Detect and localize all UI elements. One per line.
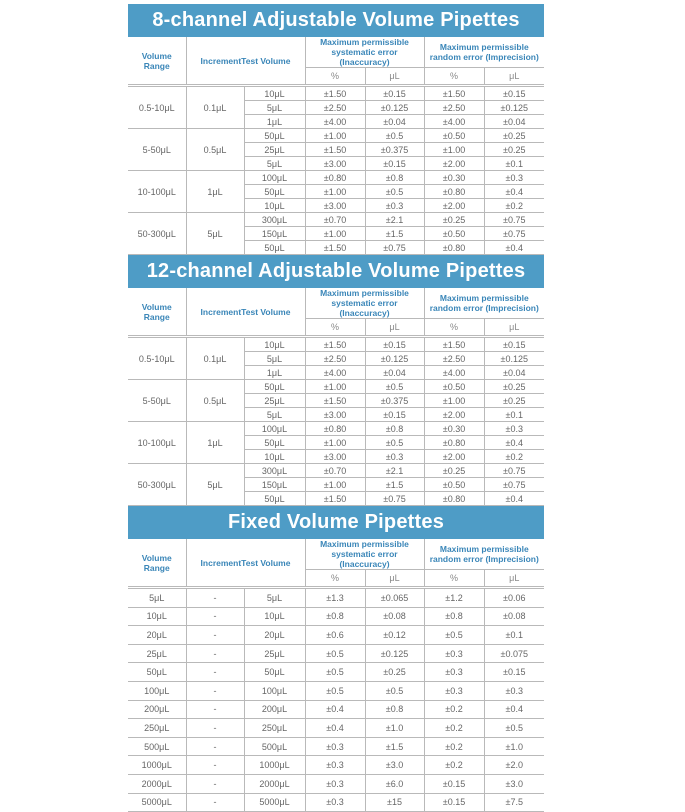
table-cell: 100μL bbox=[244, 422, 305, 436]
table-cell: μL bbox=[484, 319, 544, 336]
header-volume-range: Volume Range bbox=[128, 37, 186, 85]
table-cell: ±0.3 bbox=[424, 663, 484, 682]
header-random: Maximum permissible random error (Imprecision) bbox=[424, 539, 544, 570]
table-cell: ±1.00 bbox=[424, 394, 484, 408]
table-cell: ±0.3 bbox=[484, 681, 544, 700]
table-cell: ±0.3 bbox=[365, 450, 424, 464]
table-cell: ±6.0 bbox=[365, 774, 424, 793]
table-cell: ±0.3 bbox=[424, 681, 484, 700]
table-cell: ±0.5 bbox=[305, 681, 365, 700]
table-cell: 50-300μL bbox=[128, 464, 186, 506]
table-cell: ±0.75 bbox=[484, 227, 544, 241]
table-cell: ±4.00 bbox=[424, 115, 484, 129]
table-cell: ±0.50 bbox=[424, 129, 484, 143]
table-cell: ±0.8 bbox=[365, 700, 424, 719]
table-cell: ±0.75 bbox=[365, 241, 424, 255]
section-fixed-volume bbox=[128, 506, 544, 812]
header-row bbox=[128, 37, 544, 68]
table-cell: μL bbox=[365, 570, 424, 587]
table-row bbox=[128, 129, 544, 143]
table-cell: ±0.8 bbox=[305, 607, 365, 626]
table-cell: ±0.4 bbox=[305, 719, 365, 738]
table-cell: 10-100μL bbox=[128, 171, 186, 213]
header-random: Maximum permissible random error (Imprecision) bbox=[424, 288, 544, 319]
table-cell: ±0.80 bbox=[424, 436, 484, 450]
table-cell: 1000μL bbox=[244, 756, 305, 775]
table-cell: ±0.80 bbox=[305, 422, 365, 436]
table-cell: 5μL bbox=[244, 352, 305, 366]
table-cell: ±0.3 bbox=[484, 422, 544, 436]
table-row bbox=[128, 464, 544, 478]
table-cell: ±3.00 bbox=[305, 450, 365, 464]
table-cell: 10μL bbox=[244, 607, 305, 626]
table-cell: % bbox=[424, 570, 484, 587]
table-cell: ±4.00 bbox=[305, 366, 365, 380]
table-cell: 25μL bbox=[244, 143, 305, 157]
table-cell: 1μL bbox=[186, 422, 244, 464]
table-cell: ±0.1 bbox=[484, 408, 544, 422]
table-cell: ±0.06 bbox=[484, 589, 544, 608]
table-cell: ±0.2 bbox=[424, 756, 484, 775]
header-increment: Increment bbox=[200, 557, 242, 568]
table-cell: ±0.04 bbox=[484, 115, 544, 129]
table-cell: ±2.0 bbox=[484, 756, 544, 775]
table-cell: ±1.5 bbox=[365, 478, 424, 492]
table-cell: ±3.00 bbox=[305, 199, 365, 213]
table-cell: ±0.5 bbox=[305, 663, 365, 682]
spec-table bbox=[128, 37, 544, 255]
table-cell: ±3.00 bbox=[305, 408, 365, 422]
table-cell: ±1.0 bbox=[484, 737, 544, 756]
table-cell: 10μL bbox=[244, 87, 305, 101]
header-test-volume: Test Volume bbox=[241, 55, 291, 66]
table-cell: ±0.125 bbox=[484, 352, 544, 366]
table-cell: 100μL bbox=[244, 171, 305, 185]
header-volume-range: Volume Range bbox=[128, 288, 186, 336]
table-cell: ±4.00 bbox=[305, 115, 365, 129]
table-cell: - bbox=[186, 793, 244, 812]
table-cell: ±0.5 bbox=[365, 436, 424, 450]
table-cell: ±2.50 bbox=[305, 101, 365, 115]
spec-table bbox=[128, 539, 544, 812]
table-cell: 300μL bbox=[244, 464, 305, 478]
table-cell: 1μL bbox=[244, 115, 305, 129]
table-cell: 50μL bbox=[244, 663, 305, 682]
table-cell: ±2.00 bbox=[424, 199, 484, 213]
header-increment-test-volume bbox=[186, 37, 305, 85]
table-cell: ±2.1 bbox=[365, 464, 424, 478]
table-cell: ±2.50 bbox=[305, 352, 365, 366]
table-cell: 50μL bbox=[244, 185, 305, 199]
table-cell: ±0.3 bbox=[305, 793, 365, 812]
table-cell: ±0.15 bbox=[424, 793, 484, 812]
table-cell: ±0.5 bbox=[424, 626, 484, 645]
header-test-volume: Test Volume bbox=[241, 557, 291, 568]
table-cell: ±0.25 bbox=[424, 213, 484, 227]
header-volume-range: Volume Range bbox=[128, 539, 186, 587]
table-cell: - bbox=[186, 607, 244, 626]
table-cell: ±0.5 bbox=[365, 681, 424, 700]
table-cell: ±0.04 bbox=[365, 366, 424, 380]
table-cell: ±0.75 bbox=[484, 478, 544, 492]
table-cell: ±0.25 bbox=[484, 143, 544, 157]
table-cell: ±0.4 bbox=[484, 700, 544, 719]
table-cell: ±0.04 bbox=[484, 366, 544, 380]
spec-table bbox=[128, 288, 544, 506]
table-cell: ±2.00 bbox=[424, 450, 484, 464]
table-cell: 10-100μL bbox=[128, 422, 186, 464]
table-cell: 100μL bbox=[244, 681, 305, 700]
table-cell: ±0.3 bbox=[365, 199, 424, 213]
table-cell: ±1.50 bbox=[424, 338, 484, 352]
table-row bbox=[128, 700, 544, 719]
table-cell: ±3.0 bbox=[484, 774, 544, 793]
table-cell: ±2.50 bbox=[424, 352, 484, 366]
table-cell: ±1.50 bbox=[305, 87, 365, 101]
table-cell: 0.5-10μL bbox=[128, 87, 186, 129]
table-row bbox=[128, 756, 544, 775]
table-cell: 0.5μL bbox=[186, 380, 244, 422]
table-row bbox=[128, 338, 544, 352]
table-cell: ±0.125 bbox=[365, 644, 424, 663]
table-cell: 2000μL bbox=[128, 774, 186, 793]
table-cell: 5000μL bbox=[128, 793, 186, 812]
table-cell: ±0.5 bbox=[365, 185, 424, 199]
table-cell: 0.5-10μL bbox=[128, 338, 186, 380]
table-cell: % bbox=[305, 68, 365, 85]
table-cell: 0.5μL bbox=[186, 129, 244, 171]
table-cell: ±0.3 bbox=[305, 737, 365, 756]
table-cell: ±0.08 bbox=[484, 607, 544, 626]
table-cell: 500μL bbox=[244, 737, 305, 756]
table-row bbox=[128, 644, 544, 663]
table-cell: ±0.6 bbox=[305, 626, 365, 645]
table-cell: ±0.8 bbox=[365, 171, 424, 185]
table-cell: ±0.80 bbox=[305, 171, 365, 185]
table-cell: ±4.00 bbox=[424, 366, 484, 380]
table-cell: % bbox=[424, 319, 484, 336]
table-cell: 1000μL bbox=[128, 756, 186, 775]
header-systematic: Maximum permissible systematic error (Inaccuracy) bbox=[305, 539, 424, 570]
table-cell: ±0.4 bbox=[305, 700, 365, 719]
table-cell: ±2.1 bbox=[365, 213, 424, 227]
table-cell: 5μL bbox=[244, 157, 305, 171]
table-cell: ±0.04 bbox=[365, 115, 424, 129]
table-cell: ±1.50 bbox=[305, 394, 365, 408]
table-cell: 5μL bbox=[128, 589, 186, 608]
table-cell: ±0.8 bbox=[424, 607, 484, 626]
table-cell: - bbox=[186, 589, 244, 608]
section-title: 12-channel Adjustable Volume Pipettes bbox=[128, 255, 544, 288]
table-cell: ±3.00 bbox=[305, 157, 365, 171]
table-cell: ±0.125 bbox=[484, 101, 544, 115]
table-cell: ±0.2 bbox=[424, 737, 484, 756]
table-cell: ±1.00 bbox=[424, 143, 484, 157]
table-cell: ±0.12 bbox=[365, 626, 424, 645]
table-cell: ±0.4 bbox=[484, 436, 544, 450]
table-cell: ±0.15 bbox=[365, 408, 424, 422]
table-cell: ±0.3 bbox=[484, 171, 544, 185]
table-cell: - bbox=[186, 626, 244, 645]
section-title: Fixed Volume Pipettes bbox=[128, 506, 544, 539]
table-cell: 5-50μL bbox=[128, 129, 186, 171]
table-cell: ±0.15 bbox=[484, 663, 544, 682]
table-cell: 150μL bbox=[244, 478, 305, 492]
table-cell: 25μL bbox=[244, 394, 305, 408]
table-row bbox=[128, 737, 544, 756]
table-cell: ±1.2 bbox=[424, 589, 484, 608]
table-cell: ±0.5 bbox=[484, 719, 544, 738]
table-cell: ±0.30 bbox=[424, 171, 484, 185]
table-row bbox=[128, 87, 544, 101]
header-increment-test-volume bbox=[186, 288, 305, 336]
table-cell: ±1.50 bbox=[305, 143, 365, 157]
table-cell: ±1.50 bbox=[305, 241, 365, 255]
table-cell: ±0.25 bbox=[424, 464, 484, 478]
table-cell: - bbox=[186, 700, 244, 719]
table-cell: 50μL bbox=[244, 492, 305, 506]
table-cell: ±0.8 bbox=[365, 422, 424, 436]
table-cell: ±0.50 bbox=[424, 380, 484, 394]
table-cell: ±0.5 bbox=[305, 644, 365, 663]
header-row bbox=[128, 288, 544, 319]
table-cell: 50-300μL bbox=[128, 213, 186, 255]
table-cell: ±0.2 bbox=[484, 199, 544, 213]
table-row bbox=[128, 607, 544, 626]
table-cell: ±1.50 bbox=[305, 492, 365, 506]
table-cell: ±1.3 bbox=[305, 589, 365, 608]
table-cell: ±0.375 bbox=[365, 394, 424, 408]
table-cell: ±0.25 bbox=[365, 663, 424, 682]
header-increment: Increment bbox=[200, 306, 242, 317]
table-cell: ±2.00 bbox=[424, 157, 484, 171]
table-cell: 20μL bbox=[244, 626, 305, 645]
table-cell: ±1.00 bbox=[305, 227, 365, 241]
table-cell: ±3.0 bbox=[365, 756, 424, 775]
table-cell: ±1.00 bbox=[305, 129, 365, 143]
table-row bbox=[128, 213, 544, 227]
table-cell: ±15 bbox=[365, 793, 424, 812]
table-cell: ±1.50 bbox=[424, 87, 484, 101]
table-cell: ±0.2 bbox=[424, 719, 484, 738]
table-row bbox=[128, 663, 544, 682]
header-random: Maximum permissible random error (Imprecision) bbox=[424, 37, 544, 68]
table-cell: 250μL bbox=[128, 719, 186, 738]
section-8-channel bbox=[128, 4, 544, 255]
table-cell: 10μL bbox=[244, 338, 305, 352]
table-cell: 5μL bbox=[186, 213, 244, 255]
table-cell: 1μL bbox=[186, 171, 244, 213]
table-cell: 50μL bbox=[244, 129, 305, 143]
table-cell: ±1.00 bbox=[305, 436, 365, 450]
table-cell: ±0.25 bbox=[484, 380, 544, 394]
table-cell: ±1.00 bbox=[305, 380, 365, 394]
table-cell: 5μL bbox=[186, 464, 244, 506]
table-cell: ±0.75 bbox=[365, 492, 424, 506]
table-cell: ±1.00 bbox=[305, 478, 365, 492]
table-cell: ±0.75 bbox=[484, 464, 544, 478]
table-cell: - bbox=[186, 644, 244, 663]
table-cell: ±0.70 bbox=[305, 464, 365, 478]
header-increment: Increment bbox=[200, 55, 242, 66]
table-cell: ±0.5 bbox=[365, 129, 424, 143]
table-cell: ±1.50 bbox=[305, 338, 365, 352]
table-cell: μL bbox=[484, 68, 544, 85]
table-row bbox=[128, 626, 544, 645]
table-cell: 100μL bbox=[128, 681, 186, 700]
table-cell: ±0.125 bbox=[365, 101, 424, 115]
table-row bbox=[128, 681, 544, 700]
table-cell: ±0.15 bbox=[365, 338, 424, 352]
table-row bbox=[128, 793, 544, 812]
table-cell: ±0.4 bbox=[484, 492, 544, 506]
pipette-spec-sheet bbox=[128, 4, 544, 812]
table-cell: ±0.15 bbox=[484, 87, 544, 101]
table-cell: 10μL bbox=[244, 199, 305, 213]
table-cell: 200μL bbox=[128, 700, 186, 719]
table-cell: ±0.08 bbox=[365, 607, 424, 626]
table-cell: ±0.2 bbox=[424, 700, 484, 719]
table-cell: ±0.75 bbox=[484, 213, 544, 227]
table-cell: ±0.1 bbox=[484, 157, 544, 171]
table-cell: - bbox=[186, 663, 244, 682]
table-cell: ±0.2 bbox=[484, 450, 544, 464]
table-cell: 200μL bbox=[244, 700, 305, 719]
table-cell: 10μL bbox=[128, 607, 186, 626]
table-cell: ±0.125 bbox=[365, 352, 424, 366]
table-cell: 5μL bbox=[244, 408, 305, 422]
table-cell: ±0.15 bbox=[365, 157, 424, 171]
table-cell: ±2.00 bbox=[424, 408, 484, 422]
table-cell: 0.1μL bbox=[186, 338, 244, 380]
table-cell: 5μL bbox=[244, 101, 305, 115]
table-cell: ±0.3 bbox=[424, 644, 484, 663]
table-cell: ±0.3 bbox=[305, 774, 365, 793]
table-cell: % bbox=[305, 319, 365, 336]
table-cell: ±1.0 bbox=[365, 719, 424, 738]
table-cell: % bbox=[305, 570, 365, 587]
table-cell: - bbox=[186, 719, 244, 738]
table-cell: 10μL bbox=[244, 450, 305, 464]
header-systematic: Maximum permissible systematic error (Inaccuracy) bbox=[305, 37, 424, 68]
table-cell: ±7.5 bbox=[484, 793, 544, 812]
section-12-channel bbox=[128, 255, 544, 506]
table-cell: 5μL bbox=[244, 589, 305, 608]
table-cell: 2000μL bbox=[244, 774, 305, 793]
table-cell: ±0.50 bbox=[424, 227, 484, 241]
table-cell: 50μL bbox=[244, 241, 305, 255]
table-row bbox=[128, 380, 544, 394]
table-cell: μL bbox=[484, 570, 544, 587]
table-cell: ±0.30 bbox=[424, 422, 484, 436]
table-cell: - bbox=[186, 681, 244, 700]
table-cell: ±0.80 bbox=[424, 492, 484, 506]
table-cell: 20μL bbox=[128, 626, 186, 645]
table-cell: 0.1μL bbox=[186, 87, 244, 129]
table-row bbox=[128, 171, 544, 185]
header-row bbox=[128, 539, 544, 570]
header-increment-test-volume bbox=[186, 539, 305, 587]
table-cell: 50μL bbox=[128, 663, 186, 682]
table-cell: 1μL bbox=[244, 366, 305, 380]
table-cell: ±0.25 bbox=[484, 129, 544, 143]
table-cell: ±0.15 bbox=[424, 774, 484, 793]
table-cell: ±0.15 bbox=[484, 338, 544, 352]
table-cell: ±0.5 bbox=[365, 380, 424, 394]
table-cell: - bbox=[186, 737, 244, 756]
table-cell: ±0.80 bbox=[424, 185, 484, 199]
table-cell: ±1.00 bbox=[305, 185, 365, 199]
table-cell: - bbox=[186, 756, 244, 775]
header-systematic: Maximum permissible systematic error (Inaccuracy) bbox=[305, 288, 424, 319]
header-test-volume: Test Volume bbox=[241, 306, 291, 317]
table-row bbox=[128, 589, 544, 608]
table-row bbox=[128, 774, 544, 793]
table-cell: ±0.50 bbox=[424, 478, 484, 492]
table-row bbox=[128, 422, 544, 436]
table-cell: 250μL bbox=[244, 719, 305, 738]
table-cell: 25μL bbox=[244, 644, 305, 663]
table-cell: 50μL bbox=[244, 380, 305, 394]
table-cell: ±0.075 bbox=[484, 644, 544, 663]
table-cell: % bbox=[424, 68, 484, 85]
table-cell: ±0.70 bbox=[305, 213, 365, 227]
section-title: 8-channel Adjustable Volume Pipettes bbox=[128, 4, 544, 37]
table-cell: 300μL bbox=[244, 213, 305, 227]
table-cell: ±0.065 bbox=[365, 589, 424, 608]
table-cell: 25μL bbox=[128, 644, 186, 663]
table-cell: ±0.25 bbox=[484, 394, 544, 408]
table-cell: 50μL bbox=[244, 436, 305, 450]
table-cell: 500μL bbox=[128, 737, 186, 756]
table-cell: ±0.375 bbox=[365, 143, 424, 157]
table-cell: μL bbox=[365, 319, 424, 336]
table-cell: ±0.15 bbox=[365, 87, 424, 101]
table-cell: ±0.4 bbox=[484, 185, 544, 199]
table-cell: 5-50μL bbox=[128, 380, 186, 422]
table-cell: 150μL bbox=[244, 227, 305, 241]
table-cell: μL bbox=[365, 68, 424, 85]
table-row bbox=[128, 719, 544, 738]
table-cell: 5000μL bbox=[244, 793, 305, 812]
table-cell: ±0.80 bbox=[424, 241, 484, 255]
table-cell: ±1.5 bbox=[365, 227, 424, 241]
table-cell: ±0.1 bbox=[484, 626, 544, 645]
table-cell: ±1.5 bbox=[365, 737, 424, 756]
table-cell: ±0.3 bbox=[305, 756, 365, 775]
table-cell: ±0.4 bbox=[484, 241, 544, 255]
table-cell: ±2.50 bbox=[424, 101, 484, 115]
table-cell: - bbox=[186, 774, 244, 793]
